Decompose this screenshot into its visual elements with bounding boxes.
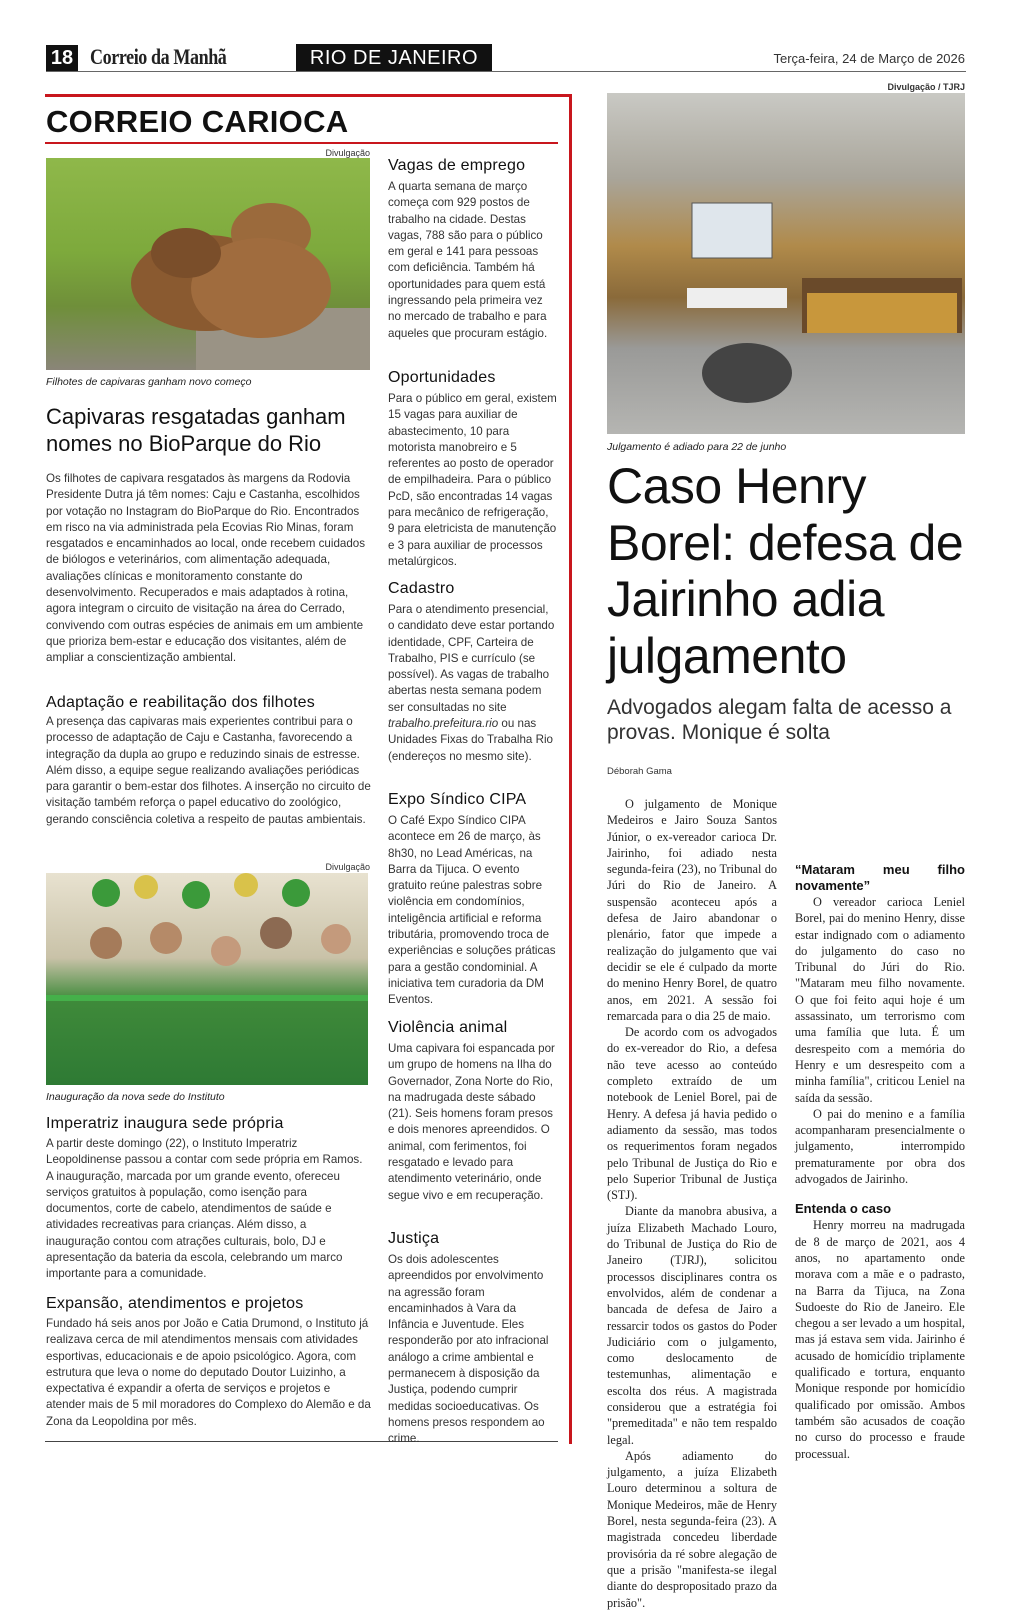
note-text: Para o atendimento presencial, o candidato deve estar portando identidade, CPF, Carteira de Trabalho, PIS e currículo (se possível). As vagas de trabalho abertas nesta semana podem ser consultadas no site: [388, 603, 555, 714]
subheading: Imperatriz inaugura sede própria: [46, 1115, 284, 1132]
paragraph: Após adiamento do julgamento, a juíza Elizabeth Louro determinou a soltura de Monique Medeiros, mãe de Henry Borel, nesta segunda-feira (23). A magistrada concedeu liberdade provisória da ré sobre alegação de que a prisão "manifesta-se ilegal diante do despropositado prazo da prisão".: [607, 1448, 777, 1610]
note-heading: Justiça: [388, 1230, 440, 1247]
note-body: Uma capivara foi espancada por um grupo de homens na Ilha do Governador, Zona Norte do Rio, na madrugada deste sábado (21). Seis homens foram presos e dois menores apreendidos. O animal, com ferimentos, foi resgatado e levado para atendimento veterinário, onde segue vivo e em recuperação.: [388, 1042, 555, 1202]
paragraph: O julgamento de Monique Medeiros e Jairo Souza Santos Júnior, o ex-vereador carioca Dr. Jairinho, foi adiado nesta segunda-feira (23), no Tribunal do Júri do Rio de Janeiro. A suspensão aconteceu após a defesa de Jairo abandonar o plenário, fator que impede a realização do julgamento que vai decidir se ele é culpado da morte do menino Henry Borel, de quatro anos, em 2021. A sessão foi remarcada para o dia 25 de maio.: [607, 797, 777, 1023]
paragraph: De acordo com os advogados do ex-vereador do Rio, a defesa não teve acesso ao conteúdo completo extraído de um notebook de Leniel Borel, pai de Henry. A defesa já havia pedido o adiamento da sessão, mas todos os requerimentos foram negados pelo Tribunal de Justiça do Rio e pelo Superior Tribunal de Justiça (STJ).: [607, 1025, 777, 1203]
paragraph: Diante da manobra abusiva, a juíza Elizabeth Machado Louro, do Tribunal de Justiça do Rio de Janeiro (TJRJ), solicitou processos disciplinares contra os envolvidos, além de condenar a bancada de defesa de Jairo a ressarcir todos os gastos do Poder Judiciário com o julgamento, como deslocamento de testemunhas, alimentação e escolta dos réus. A magistrada considerou que a estratégia foi "premeditada" e não tem respaldo legal.: [607, 1204, 777, 1447]
note-heading: Vagas de emprego: [388, 157, 526, 174]
note-body: Para o público em geral, existem 15 vagas para auxiliar de abastecimento, 10 para motorista manobreiro e 5 referentes ao posto de operador de empilhadeira. Para o público PcD, são encontradas 14 vagas para mecânico de refrigeração, 9 para eletricista de manutenção e 3 para auxiliar de processos metalúrgicos.: [388, 392, 557, 568]
main-headline: Caso Henry Borel: defesa de Jairinho adia julgamento: [607, 458, 964, 684]
subheading: Expansão, atendimentos e projetos: [46, 1295, 304, 1312]
paragraph: Henry morreu na madrugada de 8 de março de 2021, aos 4 anos, no apartamento onde morava com a mãe e o padrasto, na Barra da Tijuca, na Zona Sudoeste do Rio de Janeiro. Ele chegou a ser levado a um hospital, mas já estava sem vida. Jairinho é acusado de homicídio triplamente qualificado e tortura, enquanto Monique responde por homicídio qualificado por omissão. Ambos também são acusados de coação no curso do processo e fraude processual.: [795, 1218, 965, 1461]
note-body: Os dois adolescentes apreendidos por envolvimento na agressão foram encaminhados à Vara da Infância e Juventude. Eles responderão por ato infracional análogo a crime ambiental e permanecem à disposição da Justiça, podendo cumprir medidas socioeducativas. Os homens presos respondem ao crime.: [388, 1253, 549, 1446]
page-number: 18: [46, 45, 78, 71]
photo-caption: Julgamento é adiado para 22 de junho: [607, 441, 787, 453]
note-body: [388, 602, 558, 765]
subsection-body: A presença das capivaras mais experientes contribui para o processo de adaptação de Caju e Castanha, favorecendo a integração da dupla ao grupo e reduzindo sinais de estresse. Além disso, a equipe segue realizando avaliações periódicas para garantir o bem-estar dos filhotes. A inserção no circuito de visitação também reforça o papel educativo do zoológico, gerando consciência coletiva a respeito de pautas ambientais.: [46, 715, 371, 826]
note-body: A quarta semana de março começa com 929 postos de trabalho na cidade. Destas vagas, 788 são para o público em geral e 141 para pessoas com deficiência. Também há oportunidades para quem está ingressando pela primeira vez no mercado de trabalho e para aqueles que procuram estágio.: [388, 180, 548, 340]
note-heading: Expo Síndico CIPA: [388, 791, 527, 808]
inauguration-photo: [46, 873, 368, 1085]
photo-credit: Divulgação: [325, 862, 370, 872]
photo-credit: Divulgação: [325, 148, 370, 158]
newspaper-logo: Correio da Manhã: [90, 44, 227, 69]
note-heading: Cadastro: [388, 580, 455, 597]
section-label: RIO DE JANEIRO: [296, 44, 492, 72]
issue-date: Terça-feira, 24 de Março de 2026: [773, 51, 965, 66]
photo-caption: Inauguração da nova sede do Instituto: [46, 1091, 225, 1103]
website-link[interactable]: trabalho.prefeitura.rio: [388, 717, 499, 731]
note-heading: Violência animal: [388, 1019, 508, 1036]
story-column-2: [795, 862, 965, 1462]
story-body: Os filhotes de capivara resgatados às margens da Rodovia Presidente Dutra já têm nomes: Caju e Castanha, escolhidos por votação no Instagram do BioParque do Rio. Encontrados em risco na via administrada pela Ecovias Rio Minas, foram resgatados e encaminhados ao local, onde recebem cuidados de biólogos e veterinários, com alimentação adequada, avaliações clínicas e monitoramento constante do desenvolvimento. Recuperados e mais adaptados à rotina, agora integram o circuito de visitação na área do Cerrado, convivendo com outras espécies de animais em um ambiente que prioriza bem-estar e educação dos visitantes, além de ampliar a conscientização ambiental.: [46, 472, 366, 665]
note-text: ou nas Unidades Fixas do Trabalha Rio (endereços no mesmo site).: [388, 717, 553, 763]
column-frame-top: [45, 94, 572, 97]
subheading: “Mataram meu filho novamente”: [795, 862, 965, 893]
story-headline: Capivaras resgatadas ganham nomes no BioParque do Rio: [46, 404, 346, 456]
photo-caption: Filhotes de capivaras ganham novo começo: [46, 376, 252, 388]
subheading: Entenda o caso: [795, 1201, 892, 1217]
story-subtitle: Advogados alegam falta de acesso a provas. Monique é solta: [607, 696, 952, 744]
inauguration-illustration: [46, 873, 368, 1085]
column-title: CORREIO CARIOCA: [46, 104, 349, 139]
column-title-underline: [45, 142, 558, 144]
capybara-illustration: [46, 158, 370, 370]
story-column-1: [607, 796, 777, 1611]
subsection-body: Fundado há seis anos por João e Catia Drumond, o Instituto já realizava cerca de mil atendimentos mensais com atividades esportivas, educacionais e de apoio psicológico. Agora, com estrutura que leva o nome do deputado Doutor Luizinho, a expectativa é expandir a oferta de serviços e projetos e atender mais de 5 mil moradores do Complexo do Alemão e da Zona da Leopoldina por mês.: [46, 1317, 371, 1428]
note-heading: Oportunidades: [388, 369, 496, 386]
courtroom-illustration: [607, 93, 965, 434]
photo-credit: Divulgação / TJRJ: [887, 82, 965, 92]
paragraph: O pai do menino e a família acompanharam presencialmente o julgamento, interrompido prematuramente por obra dos advogados de Jairinho.: [795, 1106, 965, 1187]
subsection-body: A partir deste domingo (22), o Instituto Imperatriz Leopoldinense passou a contar com sede própria em Ramos. A inauguração, marcada por um grande evento, ofereceu serviços gratuitos à população, como isenção para documentos, corte de cabelo, atendimentos de saúde e atividades recreativas para crianças. Além disso, a inauguração contou com atrações culturais, bolo, DJ e apresentação da bateria da escola, celebrando um marco importante para a comunidade.: [46, 1137, 363, 1281]
paragraph: O vereador carioca Leniel Borel, pai do menino Henry, disse estar indignado com o adiamento do julgamento do caso no Tribunal do Júri do Rio. "Mataram meu filho novamente. O que foi feito aqui hoje é um assassinato, um terrorismo com uma família que luta. É um desrespeito com a memória do Henry e um desrespeito com a minha família", criticou Leniel na saída da sessão.: [795, 895, 965, 1105]
column-frame-right: [569, 94, 572, 1444]
capybara-photo: [46, 158, 370, 370]
header-divider: [46, 71, 966, 72]
note-body: O Café Expo Síndico CIPA acontece em 26 de março, às 8h30, no Lead Américas, na Barra da Tijuca. O evento gratuito reúne palestras sobre violência em condomínios, inteligência artificial e reforma tributária, promovendo troca de experiências e soluções práticas para a gestão condominial. A iniciativa tem curadoria da DM Eventos.: [388, 814, 556, 1007]
subheading: Adaptação e reabilitação dos filhotes: [46, 694, 315, 711]
byline: Déborah Gama: [607, 766, 672, 777]
courtroom-photo: [607, 93, 965, 434]
